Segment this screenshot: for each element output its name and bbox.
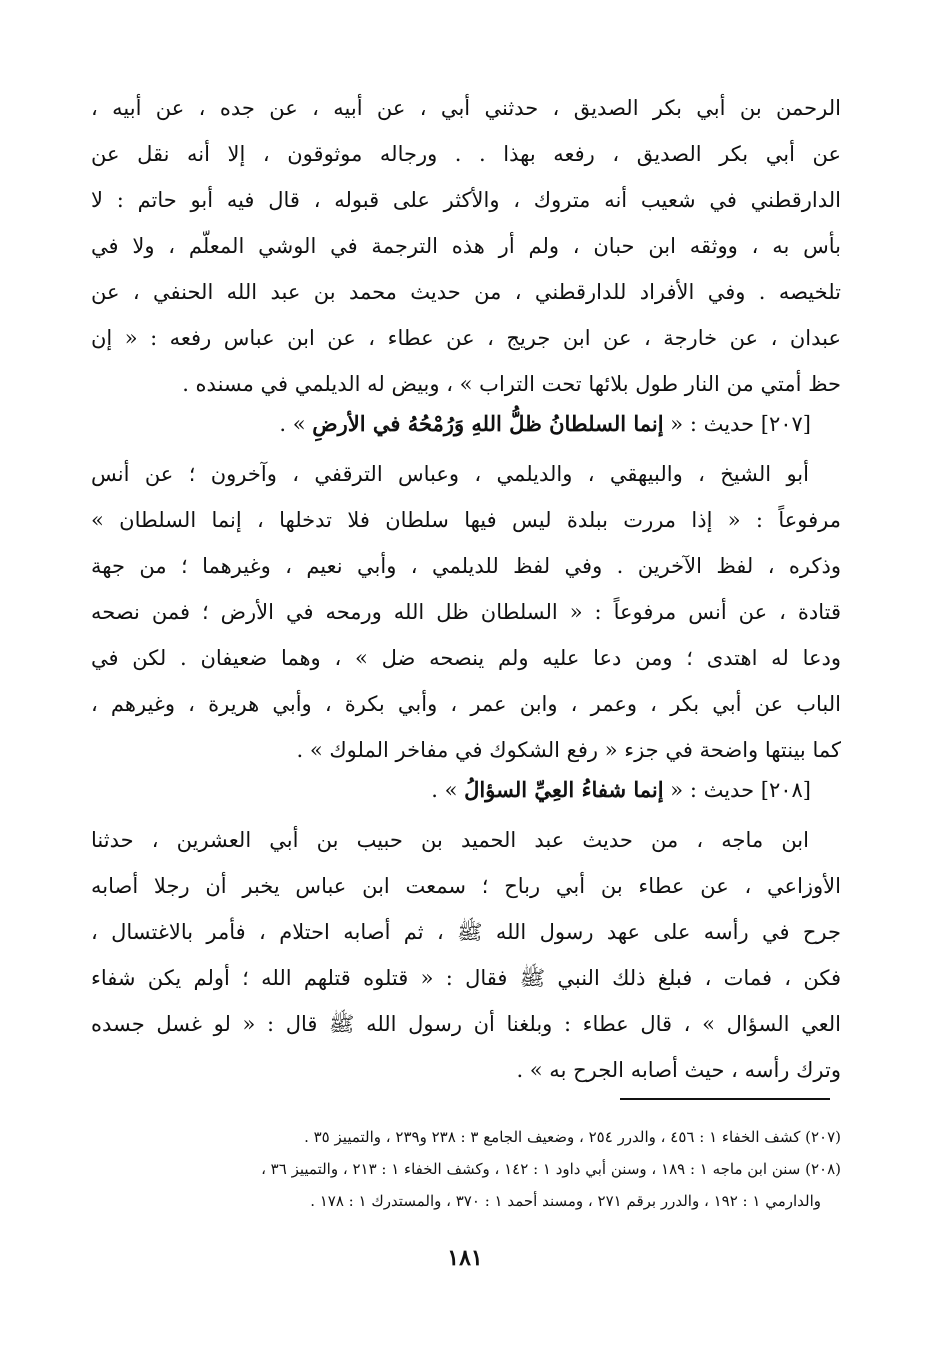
body-line: الأوزاعي ، عن عطاء بن أبي رباح ؛ سمعت ابن عباس يخبر أن رجلا أصابه xyxy=(91,874,841,898)
body-line: وترك رأسه ، حيث أصابه الجرح به » . xyxy=(516,1058,841,1082)
hadith-text: إنما شفاءُ العِيِّ السؤالُ xyxy=(464,777,664,802)
body-line: أبو الشيخ ، والبيهقي ، والديلمي ، وعباس الترقفي ، وآخرون ؛ عن أنس xyxy=(91,462,809,486)
body-line: ودعا له اهتدى ؛ ومن دعا عليه ولم ينصحه ضل » ، وهما ضعيفان . لكن في xyxy=(91,646,841,670)
body-line: كما بينتها واضحة في جزء « رفع الشكوك في مفاخر الملوك » . xyxy=(296,738,841,762)
body-line: وذكره ، لفظ الآخرين . وفي لفظ للديلمي ، وأبي نعيم ، وغيرهما ؛ من جهة xyxy=(91,554,841,578)
body-line: الدارقطني في شعيب أنه متروك ، والأكثر على قبوله ، قال فيه أبو حاتم : لا xyxy=(91,188,841,212)
body-line: ابن ماجه ، من حديث عبد الحميد بن حبيب بن أبي العشرين ، حدثنا xyxy=(91,828,809,852)
body-line: عن أبي بكر الصديق ، رفعه بهذا . . ورجاله موثوقون ، إلا أنه نقل عن xyxy=(91,142,841,166)
body-line: فكن ، فمات ، فبلغ ذلك النبي ﷺ فقال : « قتلوه قتلهم الله ؛ أولم يكن شفاء xyxy=(91,966,841,990)
body-line: عبدان ، عن خارجة ، عن ابن جريج ، عن عطاء ، عن ابن عباس رفعه : « إن xyxy=(91,326,841,350)
hadith-heading-207 xyxy=(91,404,811,444)
footnote-208-continued: والدارمي ١ : ١٩٢ ، والدرر برقم ٢٧١ ، ومسند أحمد ١ : ٣٧٠ ، والمستدرك ١ : ١٧٨ . xyxy=(310,1192,821,1210)
close-quote: » . xyxy=(431,778,458,802)
body-line: مرفوعاً : « إذا مررت ببلدة ليس فيها سلطان فلا تدخلها ، إنما السلطان » xyxy=(91,508,841,532)
page-number: ١٨١ xyxy=(447,1245,483,1271)
footnote-207: (٢٠٧) كشف الخفاء ١ : ٤٥٦ ، والدرر ٢٥٤ ، وضعيف الجامع ٣ : ٢٣٨ و٢٣٩ ، والتمييز ٣٥ . xyxy=(304,1128,841,1146)
close-quote: » . xyxy=(279,412,306,436)
body-line: جرح في رأسه على عهد رسول الله ﷺ ، ثم أصابه احتلام ، فأمر بالاغتسال ، xyxy=(91,920,841,944)
body-line: قتادة ، عن أنس مرفوعاً : « السلطان ظل الله ورمحه في الأرض ؛ فمن نصحه xyxy=(91,600,841,624)
hadith-number: [٢٠٨] xyxy=(760,778,811,802)
hadith-text: إنما السلطانُ ظلُّ اللهِ وَرُمْحُهُ في الأرضِ xyxy=(312,411,664,436)
hadith-heading-208 xyxy=(91,770,811,810)
open-quote: « xyxy=(670,412,684,436)
body-line: تلخيصه . وفي الأفراد للدارقطني ، من حديث محمد بن عبد الله الحنفي ، عن xyxy=(91,280,841,304)
body-line: حظ أمتي من النار طول بلائها تحت التراب » ، وبيض له الديلمي في مسنده . xyxy=(182,372,841,396)
body-line: الباب عن أبي بكر ، وعمر ، وابن عمر ، وأبي بكرة ، وأبي هريرة ، وغيرهم ، xyxy=(91,692,841,716)
body-line: بأس به ، ووثقه ابن حبان ، ولم أر هذه الترجمة في الوشي المعلّم ، ولا في xyxy=(91,234,841,258)
body-line: العي السؤال » ، قال عطاء : وبلغنا أن رسول الله ﷺ قال : « لو غسل جسده xyxy=(91,1012,841,1036)
body-line: الرحمن بن أبي بكر الصديق ، حدثني أبي ، عن أبيه ، عن جده ، عن أبيه ، xyxy=(91,96,841,120)
footnote-separator xyxy=(620,1098,830,1100)
hadith-label: حديث : xyxy=(689,778,755,802)
open-quote: « xyxy=(670,778,684,802)
hadith-label: حديث : xyxy=(689,412,755,436)
footnote-208: (٢٠٨) سنن ابن ماجه ١ : ١٨٩ ، وسنن أبي داود ١ : ١٤٢ ، وكشف الخفاء ١ : ٢١٣ ، والتمييز ٣٦ ، xyxy=(261,1160,841,1178)
hadith-number: [٢٠٧] xyxy=(760,412,811,436)
